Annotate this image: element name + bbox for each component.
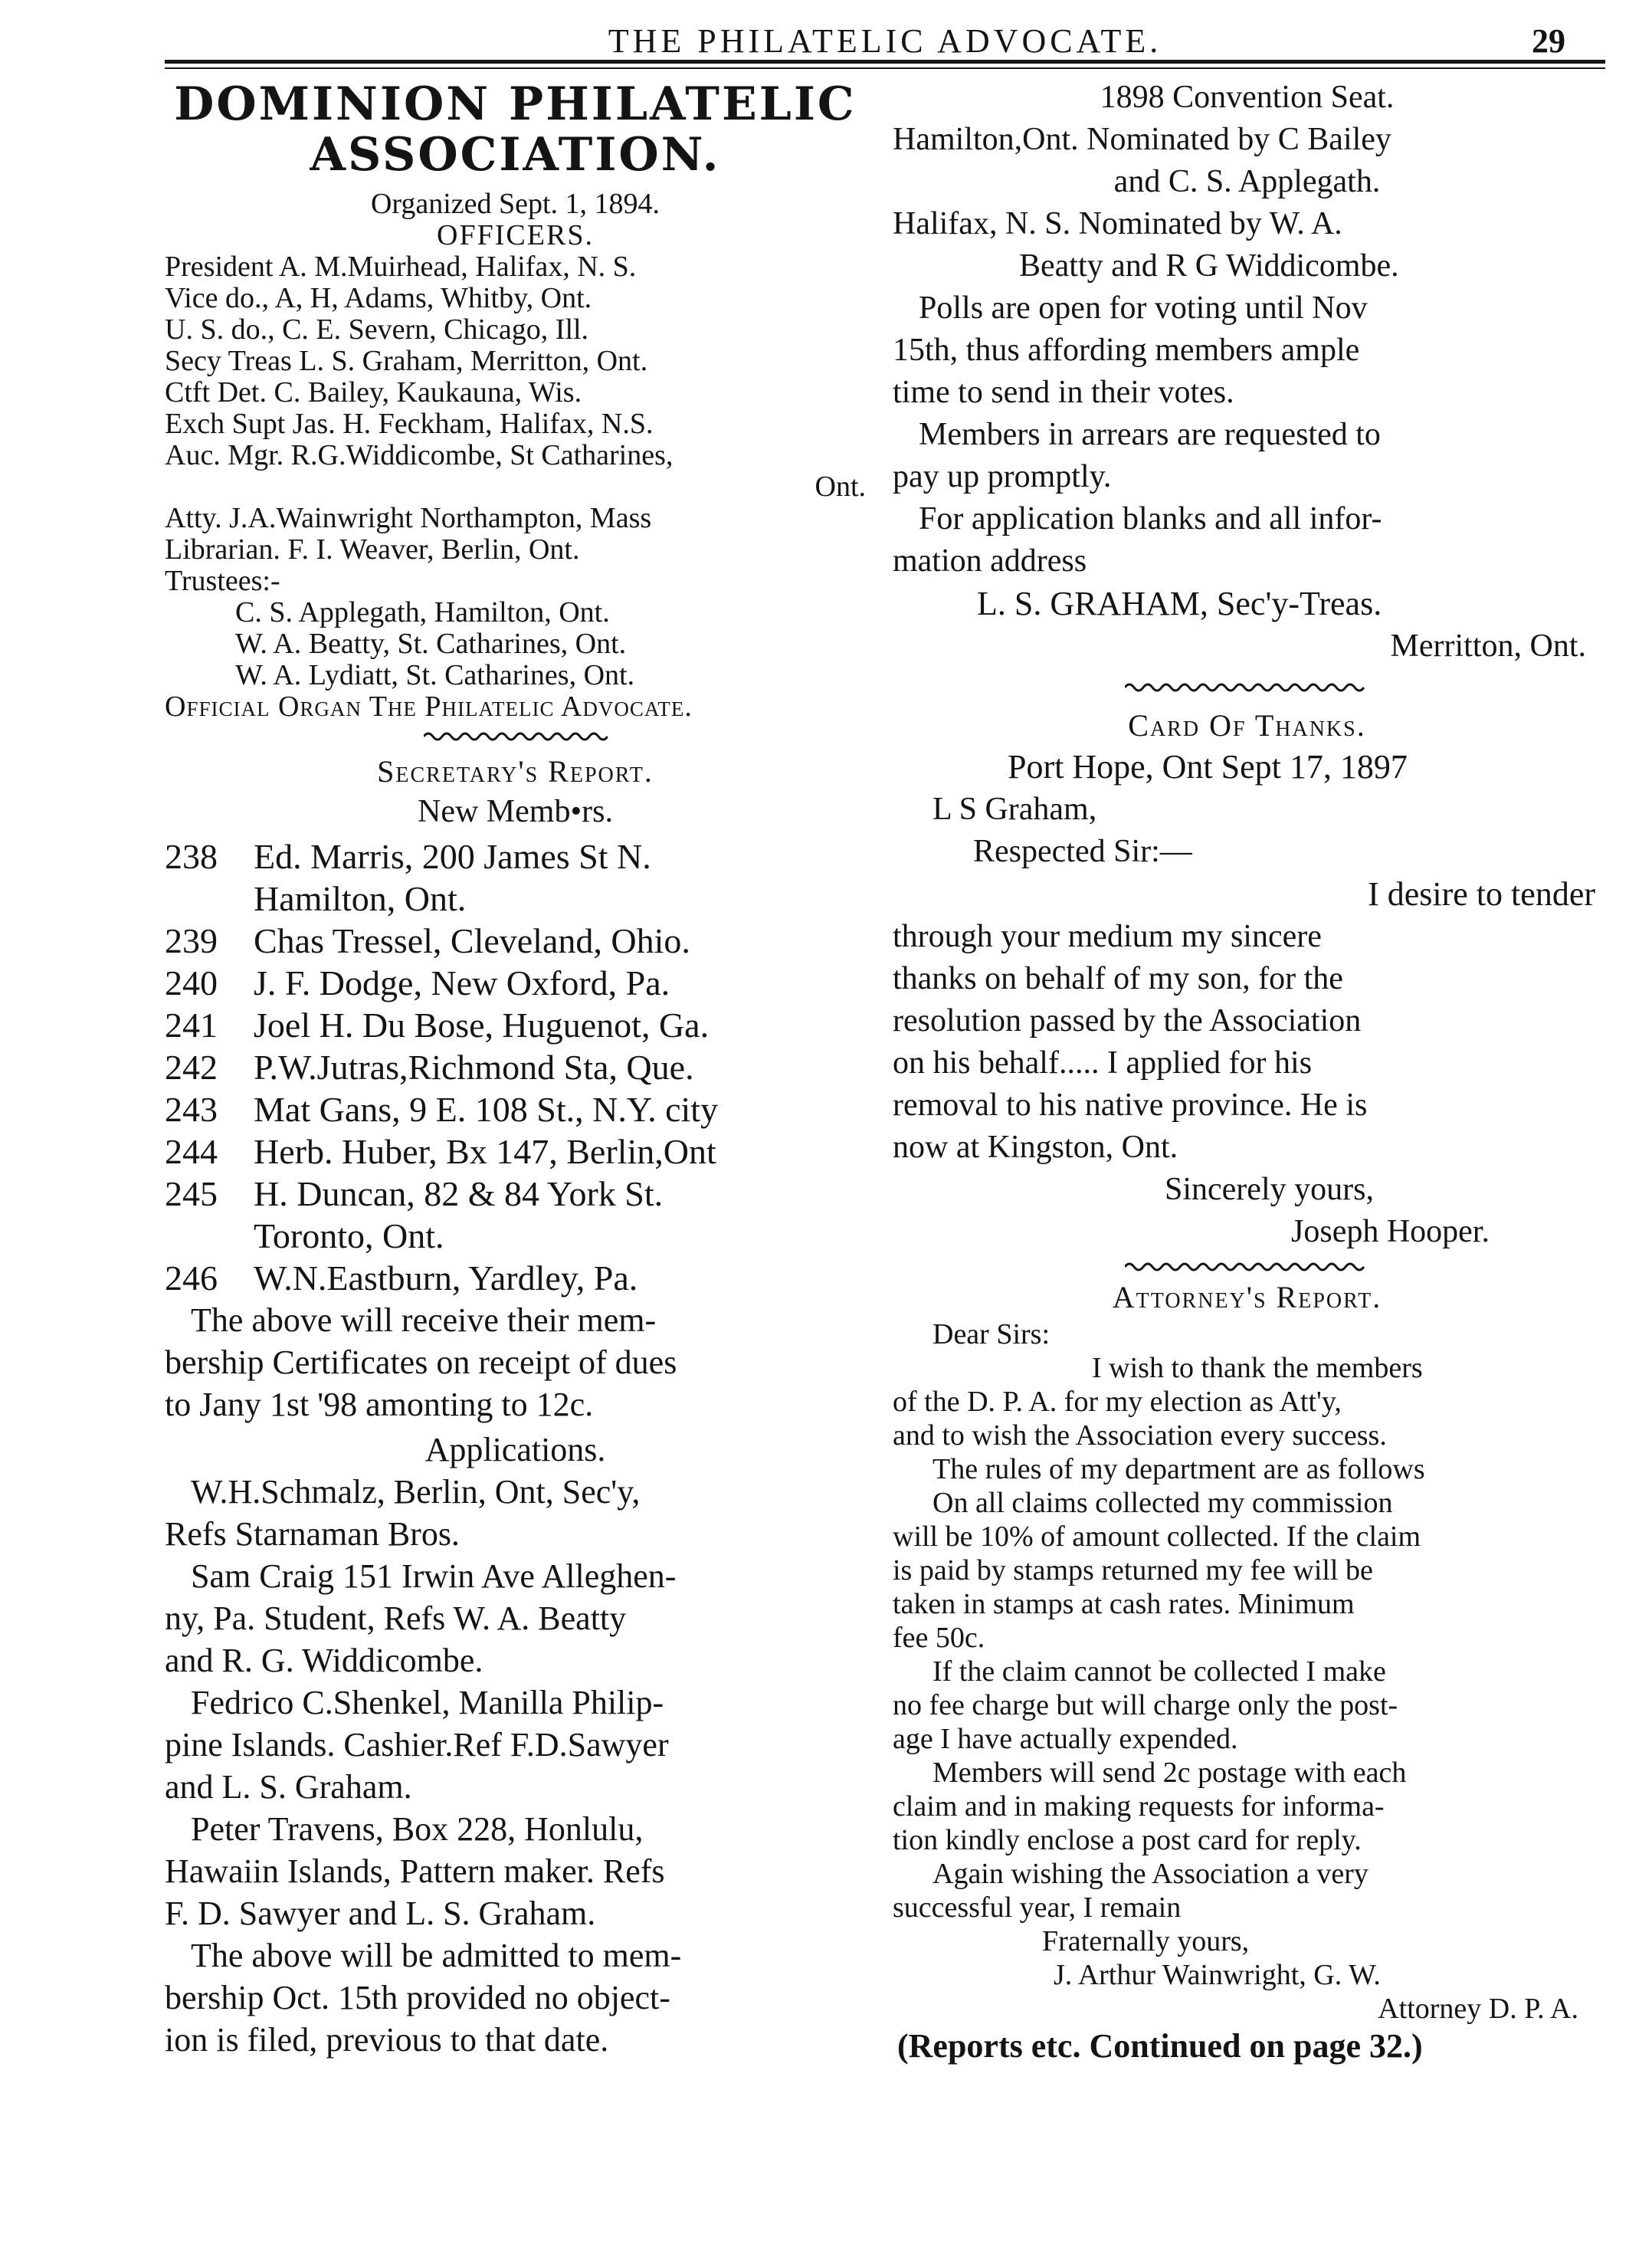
officers-list: [165, 251, 866, 723]
paragraph-line: bership Oct. 15th provided no object-: [165, 1979, 670, 2016]
paragraph-line: and to wish the Association every success.: [893, 1419, 1387, 1452]
member-row-cont: Hamilton, Ont.: [254, 879, 467, 918]
member-row: [165, 1046, 866, 1088]
paragraph-line: age I have actually expended.: [893, 1723, 1238, 1755]
paragraph-line: will be 10% of amount collected. If the claim: [893, 1521, 1421, 1553]
paragraph-line: ny, Pa. Student, Refs W. A. Beatty: [165, 1599, 627, 1637]
paragraph-line: on his behalf..... I applied for his: [893, 1045, 1313, 1081]
officer-line: U. S. do., C. E. Severn, Chicago, Ill.: [165, 313, 589, 346]
paragraph-line: removal to his native province. He is: [893, 1088, 1368, 1123]
right-column: [893, 77, 1601, 2067]
attorneys-report-letter: [893, 1317, 1601, 2026]
attorneys-report-heading: Attorney's Report.: [1112, 1280, 1382, 1314]
paragraph-line: Members in arrears are requested to: [919, 417, 1381, 452]
paragraph-line: ion is filed, previous to that date.: [165, 2021, 609, 2059]
paragraph-line: Polls are open for voting until Nov: [919, 290, 1368, 326]
convention-heading: 1898 Convention Seat.: [1100, 80, 1395, 115]
paragraph-line: to Jany 1st '98 amonting to 12c.: [165, 1386, 594, 1423]
official-organ-line: Official Organ The Philatelic Advocate.: [165, 691, 693, 723]
paragraph-line: Again wishing the Association a very: [933, 1858, 1368, 1890]
paragraph-line: tion kindly enclose a post card for reply.: [893, 1824, 1362, 1856]
member-number: 244: [165, 1132, 218, 1171]
header-rule-thin: [165, 67, 1605, 69]
officer-line: Ont.: [815, 471, 866, 503]
applications-heading: Applications.: [424, 1431, 606, 1468]
letter-closing: Sincerely yours,: [1165, 1172, 1374, 1207]
letter-salutation: Dear Sirs:: [933, 1318, 1051, 1350]
paragraph-line: Hawaiin Islands, Pattern maker. Refs: [165, 1852, 665, 1890]
signature-place: Merritton, Ont.: [1390, 628, 1586, 664]
member-row: [165, 962, 866, 1004]
paragraph-line: Refs Starnaman Bros.: [165, 1515, 460, 1553]
header-rule-thick: [165, 60, 1605, 64]
paragraph-line: The above will be admitted to mem-: [191, 1937, 682, 1974]
paragraph-line: W.H.Schmalz, Berlin, Ont, Sec'y,: [191, 1473, 641, 1511]
paragraph-line: I wish to thank the members: [1092, 1352, 1423, 1384]
member-text: P.W.Jutras,Richmond Sta, Que.: [254, 1048, 694, 1087]
signature-name: L. S. GRAHAM, Sec'y-Treas.: [977, 585, 1382, 622]
polls-paragraph: [893, 287, 1601, 582]
applications-list: [165, 1471, 866, 2061]
officers-heading: OFFICERS.: [437, 219, 594, 251]
paragraph-line: For application blanks and all infor-: [919, 501, 1382, 536]
publication-title: THE PHILATELIC ADVOCATE.: [608, 22, 1162, 60]
paragraph-line: Members will send 2c postage with each: [933, 1757, 1407, 1789]
member-text: J. F. Dodge, New Oxford, Pa.: [254, 963, 670, 1002]
member-text: Mat Gans, 9 E. 108 St., N.Y. city: [254, 1090, 719, 1129]
paragraph-line: Fedrico C.Shenkel, Manilla Philip-: [191, 1684, 664, 1721]
paragraph-line: mation address: [893, 543, 1087, 579]
paragraph-line: and R. G. Widdicombe.: [165, 1642, 483, 1679]
member-number: 239: [165, 921, 218, 960]
officer-line: Vice do., A, H, Adams, Whitby, Ont.: [165, 282, 592, 314]
officer-line: Atty. J.A.Wainwright Northampton, Mass: [165, 502, 652, 534]
paragraph-line: resolution passed by the Association: [893, 1003, 1362, 1038]
paragraph-line: through your medium my sincere: [893, 919, 1322, 954]
letter-signature-title: Attorney D. P. A.: [1378, 1993, 1578, 2025]
member-text: W.N.Eastburn, Yardley, Pa.: [254, 1258, 638, 1298]
officer-line: Ctft Det. C. Bailey, Kaukauna, Wis.: [165, 376, 582, 408]
paragraph-line: time to send in their votes.: [893, 375, 1234, 410]
member-row: [165, 1173, 866, 1215]
new-members-heading: New Memb•rs.: [418, 794, 613, 829]
paragraph-line: On all claims collected my commission: [933, 1487, 1393, 1519]
card-of-thanks-heading: Card Of Thanks.: [1128, 708, 1366, 743]
secretarys-report-heading: Secretary's Report.: [377, 754, 654, 789]
paragraph-line: claim and in making requests for informa-: [893, 1790, 1385, 1823]
ornamental-divider: [1125, 1261, 1370, 1273]
paragraph-line: Hamilton,Ont. Nominated by C Bailey: [893, 122, 1391, 157]
paragraph-line: The rules of my department are as follows: [933, 1453, 1425, 1485]
paragraph-line: Sam Craig 151 Irwin Ave Alleghen-: [191, 1557, 677, 1595]
letter-closing: Fraternally yours,: [1042, 1925, 1250, 1957]
paragraph-line: successful year, I remain: [893, 1891, 1182, 1924]
member-number: 238: [165, 837, 218, 876]
member-number: 241: [165, 1006, 218, 1045]
paragraph-line: pine Islands. Cashier.Ref F.D.Sawyer: [165, 1726, 669, 1764]
paragraph-line: I desire to tender: [1368, 875, 1595, 913]
card-of-thanks-letter: [893, 746, 1601, 1253]
member-row: [165, 1088, 866, 1130]
officer-line: Auc. Mgr. R.G.Widdicombe, St Catharines,: [165, 439, 674, 471]
member-row: [165, 1257, 866, 1299]
member-row: [165, 920, 866, 962]
paragraph-line: Halifax, N. S. Nominated by W. A.: [893, 206, 1342, 241]
continued-note: (Reports etc. Continued on page 32.): [897, 2027, 1423, 2065]
member-text: Chas Tressel, Cleveland, Ohio.: [254, 921, 690, 960]
certificates-paragraph: [165, 1299, 866, 1426]
new-members-list: [165, 835, 866, 1299]
paragraph-line: fee 50c.: [893, 1622, 985, 1654]
ornamental-divider: [1125, 681, 1370, 694]
convention-section: [893, 77, 1601, 287]
organized-date: Organized Sept. 1, 1894.: [370, 188, 660, 220]
officer-line: Secy Treas L. S. Graham, Merritton, Ont.: [165, 345, 648, 377]
member-row: [165, 1130, 866, 1173]
member-row-cont: Toronto, Ont.: [254, 1216, 444, 1255]
paragraph-line: pay up promptly.: [893, 459, 1112, 494]
officer-line: Librarian. F. I. Weaver, Berlin, Ont.: [165, 533, 580, 566]
member-number: 245: [165, 1174, 218, 1213]
paragraph-line: The above will receive their mem-: [191, 1301, 657, 1339]
member-number: 243: [165, 1090, 218, 1129]
paragraph-line: of the D. P. A. for my election as Att'y,: [893, 1386, 1342, 1418]
paragraph-line: bership Certificates on receipt of dues: [165, 1344, 677, 1381]
trustees-label: Trustees:-: [165, 565, 280, 597]
member-text: Herb. Huber, Bx 147, Berlin,Ont: [254, 1132, 716, 1171]
running-header: [165, 21, 1605, 61]
paragraph-line: Beatty and R G Widdicombe.: [1019, 248, 1399, 284]
trustee-line: W. A. Beatty, St. Catharines, Ont.: [235, 628, 627, 660]
paragraph-line: is paid by stamps returned my fee will be: [893, 1554, 1373, 1586]
paragraph-line: F. D. Sawyer and L. S. Graham.: [165, 1895, 596, 1932]
letter-signature: J. Arthur Wainwright, G. W.: [1054, 1959, 1381, 1991]
member-text: Joel H. Du Bose, Huguenot, Ga.: [254, 1006, 710, 1045]
member-number: 240: [165, 963, 218, 1002]
paragraph-line: 15th, thus affording members ample: [893, 333, 1360, 368]
member-row: [165, 835, 866, 878]
letter-salutation: L S Graham,: [933, 792, 1097, 827]
page-number: 29: [1532, 22, 1565, 60]
member-number: 246: [165, 1258, 218, 1298]
officer-line: Exch Supt Jas. H. Feckham, Halifax, N.S.: [165, 408, 654, 440]
letter-signature: Joseph Hooper.: [1291, 1214, 1490, 1249]
member-number: 242: [165, 1048, 218, 1087]
paragraph-line: If the claim cannot be collected I make: [933, 1655, 1386, 1688]
paragraph-line: Peter Travens, Box 228, Honlulu,: [191, 1810, 644, 1848]
paragraph-line: and L. S. Graham.: [165, 1768, 412, 1806]
member-text: H. Duncan, 82 & 84 York St.: [254, 1174, 664, 1213]
member-row: [165, 1004, 866, 1046]
member-text: Ed. Marris, 200 James St N.: [254, 837, 651, 876]
letter-salutation: Respected Sir:—: [973, 834, 1192, 869]
trustee-line: C. S. Applegath, Hamilton, Ont.: [235, 596, 610, 628]
paragraph-line: thanks on behalf of my son, for the: [893, 961, 1343, 996]
officer-line: President A. M.Muirhead, Halifax, N. S.: [165, 251, 637, 283]
ornamental-divider: [424, 730, 608, 743]
association-title-line2: ASSOCIATION.: [310, 128, 721, 182]
paragraph-line: now at Kingston, Ont.: [893, 1130, 1178, 1165]
trustee-line: W. A. Lydiatt, St. Catharines, Ont.: [235, 659, 635, 691]
paragraph-line: no fee charge but will charge only the post-: [893, 1689, 1398, 1721]
letter-dateline: Port Hope, Ont Sept 17, 1897: [1008, 748, 1408, 786]
paragraph-line: and C. S. Applegath.: [1113, 164, 1381, 199]
paragraph-line: taken in stamps at cash rates. Minimum: [893, 1588, 1355, 1620]
association-title-line1: DOMINION PHILATELIC: [174, 77, 857, 131]
left-column: [165, 77, 866, 2061]
